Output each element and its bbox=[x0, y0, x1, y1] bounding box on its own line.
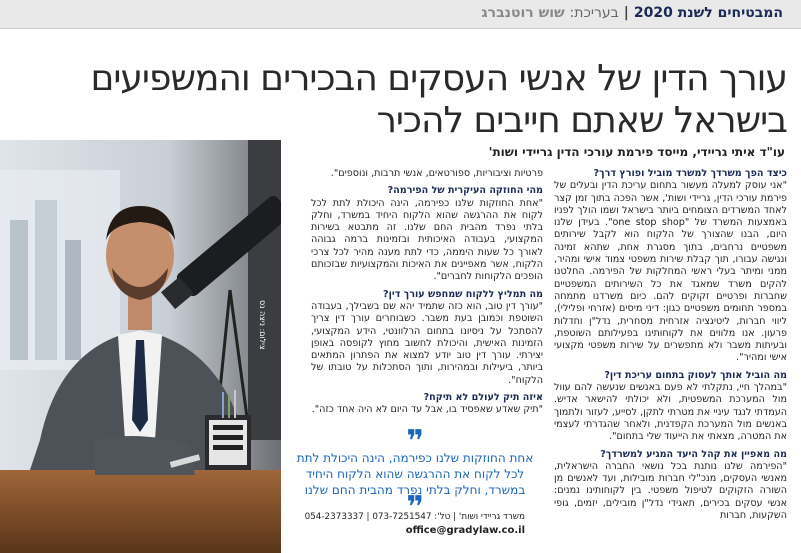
answer: פרטיות וציבוריות, ספורטאים, אנשי תרבות, ונוספים". bbox=[330, 168, 543, 179]
contact-email: office@gradylaw.co.il bbox=[405, 525, 525, 536]
headline-line-1: עורך הדין של אנשי העסקים הבכירים והמשפיעים bbox=[90, 58, 787, 99]
question: מהי החוזקה העיקרית של הפירמה? bbox=[387, 185, 543, 197]
contact-info bbox=[295, 511, 525, 537]
article-column-1 bbox=[554, 163, 787, 522]
open-quote-icon: ❞ bbox=[406, 424, 424, 459]
answer: "תיק שאדע שאפסיד בו, אבל עד היום לא היה אחד כזה". bbox=[311, 404, 543, 416]
section-title: המבטיחים לשנת 2020|בעריכת: שוש רוטנברג bbox=[481, 5, 783, 21]
lawyer-photo bbox=[0, 140, 281, 553]
photo-credit: צילום: ניצה נס bbox=[258, 300, 267, 350]
question: מה הוביל אותך לעסוק בתחום עריכת דין? bbox=[604, 369, 787, 381]
edited-label: בעריכת: bbox=[569, 5, 619, 21]
article-column-2 bbox=[311, 168, 543, 417]
headline bbox=[7, 58, 787, 142]
editor-name: שוש רוטנברג bbox=[481, 5, 565, 21]
pull-quote-text: אחת החוזקות שלנו כפירמה, הינה היכולת לתת לכל לקוח את ההרגשה שהוא הלקוח היחיד במשרד, וחלק בלתי נפרד מהבית החם שלנו bbox=[296, 451, 534, 497]
answer: "במהלך חיי, נתקלתי לא פעם באנשים שנעשה להם עוול מול המערכת המשפטית, ולא יכולתי להישאר אדיש. העמדתי לנגד עיניי את מטרתי לתקן, לסייע, לעזור ולתמוך באנשים מול המערכת הקפדנית, ולאחר שהגדרתי לעצמי את המטרה, מצאתי את הייעוד שלי בתחום". bbox=[554, 382, 787, 443]
question: כיצד הפך משרדך למשרד מוביל ופורץ דרך? bbox=[593, 168, 787, 179]
answer: "אחת החוזקות שלנו כפירמה, הינה היכולת לתת לכל לקוח את ההרגשה שהוא הלקוח היחיד במשרד, וחלק בלתי נפרד מהבית החם שלנו. זה מתבטא בשירות המקצועי, בעבודה האיכותית ובזמינות ברמה גבוהה לאורך כל שעות היממה, כדי לתת מענה מהיר לכל צרכי הלקוח, אשר מאפיינים את האיכות והמקצועיות שבזכותם הופכים הלקוחות לחברים". bbox=[311, 197, 543, 283]
contact-line: משרד גריידי ושות' | טל': 073-7251547 | 054-2373337 bbox=[304, 512, 525, 522]
lawyer-photo-illustration bbox=[0, 140, 281, 553]
headline-line-2: בישראל שאתם חייבים להכיר bbox=[376, 100, 787, 141]
section-header bbox=[0, 0, 801, 29]
question: איזה תיק לעולם לא תיקח? bbox=[423, 392, 543, 404]
question: מה תמליץ ללקוח שמחפש עורך דין? bbox=[383, 288, 543, 300]
close-quote-icon: ❞ bbox=[406, 490, 424, 525]
byline: עו"ד איתי גריידי, מייסד פירמת עורכי הדין גריידי ושות' bbox=[488, 145, 785, 159]
section-name: המבטיחים לשנת 2020 bbox=[633, 5, 783, 21]
question: מה מאפיין את קהל היעד המגיע למשרדך? bbox=[600, 448, 787, 460]
answer: "עורך דין טוב, הוא כזה שתמיד יהא שם בשבילך, בעבודה השוטפת וכמובן בעת משבר. כשבוחרים עורך דין צריך להסתכל על ניסיונו בתחום הרלוונטי, הידע המקצועי, הזמינות האישית, והיכולת לחשוב מחוץ לקופסה באופן יצירתי. עורך דין טוב יודע למצוא את הפתרון המתאים ביותר, ביעילות ובמהירות, ותוך הסתכלות על טובתו של הלקוח". bbox=[311, 300, 543, 386]
answer: "אני עוסק למעלה מעשור בתחום עריכת הדין ובעלים של פירמת עורכי הדין, גריידי ושות', אשר הפכה בתוך זמן קצר לאחד המשרדים הצומחים ביותר בישראל ושמו הולך לפניו באמצעות המשרד של "one stop shop". בעידן שלנו היום, הבנו שהצורך של הלקוח הוא לקבל שירותים משפטיים נרחבים, בתוך מסגרת אחת, שתהא זמינה ונגישה עבורו, תוך קבלת שירות משפטי צמוד אישי ומהיר, ממני ומיתר בעלי ראשי המחלקות של הפירמה. החלטנו להקים משרד שמאגד את כל השירותים המשפטיים שחברות ופרטיים זקוקים להם. כיום משרדנו מתמחה במספר תחומים משפטיים כגון: דיני מיסים (אזרחי ופלילי), ליווי חברות, ליטיגציה אזרחית מסחרית, נדל"ן וחדלות פרעון. אנו מלווים את לקוחותינו בפעילותם השוטפת, ובעיתות משבר ולא מתפשרים על שירות משפטי מקצועי אישי ומהיר". bbox=[554, 180, 787, 364]
answer: "הפירמה שלנו נותנת בכל נושאי החברה הישראלית, מאנשי העסקים, מנכ"לי חברות מובילות, ועד לאנשים מן השורה הזקוקים לטיפול משפטי. בין לקוחותינו נמנים: אנשי עסקים בכירים, תאגידי נדל"ן מובילים, יזמים, גופי השקעות, חברות bbox=[554, 460, 787, 522]
